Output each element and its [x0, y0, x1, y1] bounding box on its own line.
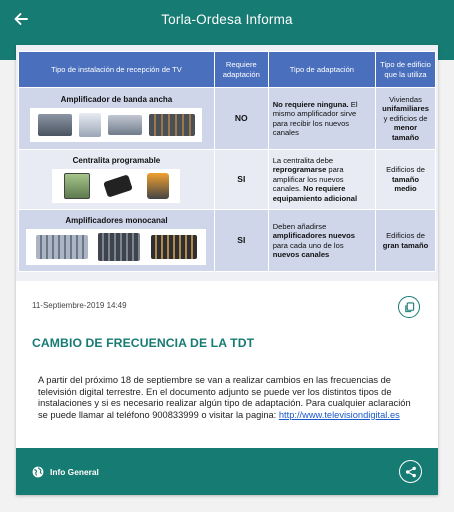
building-cell [376, 88, 436, 150]
app-bar [0, 0, 454, 38]
building-bold: gran tamaño [382, 240, 429, 250]
control-unit-icon [147, 173, 169, 199]
post-link[interactable]: http://www.televisiondigital.es [278, 409, 400, 420]
requires-cell: NO [214, 88, 268, 150]
adaptation-cell [268, 210, 375, 272]
amplifier-rack-icon [151, 235, 197, 259]
post-date: 11-Septiembre-2019 14:49 [32, 301, 127, 310]
equipment-cell [19, 88, 215, 150]
post-body [38, 375, 418, 421]
adaptation-text: El mismo amplificador sirve para recibir los nuevos canales [272, 99, 358, 137]
equipment-name: Amplificador de banda ancha [60, 95, 173, 104]
building-bold: tamaño medio [392, 174, 420, 194]
adaptation-cell [268, 150, 375, 210]
post-card [16, 45, 438, 495]
post-title: CAMBIO DE FRECUENCIA DE LA TDT [32, 336, 255, 350]
table-row [19, 88, 436, 150]
adaptation-bold: reprogramarse [272, 165, 327, 175]
adaptation-bold: No requiere equipamiento adicional [272, 184, 358, 203]
category-link[interactable]: Info General [50, 466, 99, 477]
share-button[interactable] [399, 460, 422, 483]
table-header: Tipo de edificio que la utiliza [376, 52, 436, 88]
equipment-name: Amplificadores monocanal [65, 216, 168, 225]
post-text: A partir del próximo 18 de septiembre se van a realizar cambios en las frecuencias de televisión digital terrestre. En el documento adjunto se puede ver los distintos tipos de instalaciones y si es necesario realizar algún tipo de adaptación. Para cualquier aclaración se puede llamar al teléfono 900833999 o visitar la pagina: [38, 375, 411, 420]
adaptation-cell [268, 88, 375, 150]
requires-cell: SI [214, 210, 268, 272]
equipment-cell [19, 150, 215, 210]
table-header: Requiere adaptación [214, 52, 268, 88]
amplifier-icon [108, 115, 142, 135]
adaptation-text: para cada uno de los [272, 240, 344, 250]
adaptation-text: para amplificar los nuevos canales. [272, 165, 344, 194]
building-cell [376, 210, 436, 272]
building-text: Edificios de [386, 231, 425, 241]
adaptation-text: Deben añadirse [272, 221, 327, 231]
tdt-table [18, 51, 436, 272]
requires-cell: SI [214, 150, 268, 210]
page-title: Torla-Ordesa Informa [161, 11, 293, 27]
table-header-row [19, 52, 436, 88]
building-text: Viviendas [389, 94, 422, 104]
share-icon [405, 466, 417, 478]
post-image[interactable] [16, 45, 438, 281]
copy-icon [404, 302, 415, 313]
copy-button[interactable] [398, 296, 420, 318]
building-bold: unifamiliares [382, 104, 429, 114]
adaptation-bold: nuevos canales [272, 249, 330, 259]
adaptation-text: La centralita debe [272, 155, 334, 165]
amplifier-rack-icon [36, 235, 88, 259]
back-button[interactable] [10, 8, 32, 30]
table-header: Tipo de adaptación [268, 52, 375, 88]
building-text: y edificios de [383, 113, 428, 123]
adaptation-bold: amplificadores nuevos [272, 231, 355, 241]
equipment-photo [26, 229, 206, 265]
table-header: Tipo de instalación de recepción de TV [19, 52, 215, 88]
post-footer [16, 448, 438, 495]
building-bold: menor tamaño [392, 123, 420, 142]
equipment-cell [19, 210, 215, 272]
amplifier-icon [79, 113, 101, 137]
amplifier-icon [38, 114, 72, 136]
globe-icon [32, 466, 44, 478]
amplifier-rack-icon [98, 233, 140, 261]
building-text: Edificios de [386, 165, 425, 175]
equipment-photo [30, 108, 202, 142]
building-cell [376, 150, 436, 210]
equipment-name: Centralita programable [72, 156, 161, 165]
control-unit-icon [104, 174, 134, 197]
arrow-left-icon [13, 11, 29, 27]
table-row [19, 210, 436, 272]
control-unit-icon [64, 173, 90, 199]
adaptation-bold: No requiere ninguna. [272, 99, 349, 109]
amplifier-icon [149, 114, 195, 136]
table-row [19, 150, 436, 210]
equipment-photo [52, 169, 180, 203]
